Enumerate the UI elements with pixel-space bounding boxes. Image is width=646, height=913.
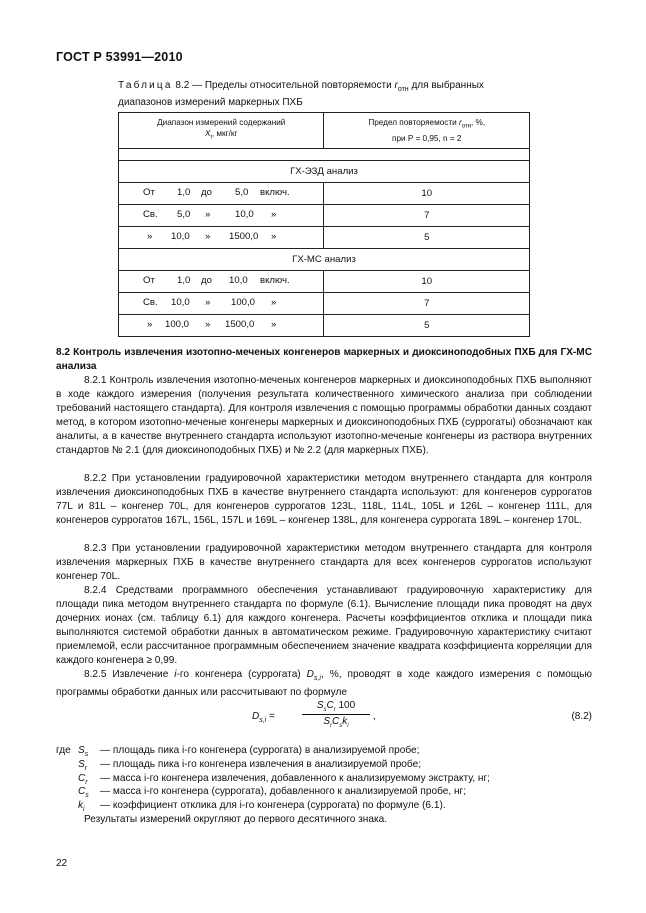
table-row: » 10,0 » 1500,0 » 5 bbox=[119, 227, 530, 249]
document-header: ГОСТ Р 53991—2010 bbox=[56, 50, 183, 64]
formula-lhs: $D_{s,i}$ = bbox=[252, 711, 275, 724]
table-row: Св. 5,0 » 10,0 » 7 bbox=[119, 205, 530, 227]
paragraph-8-2-3: 8.2.3 При установлении градуировочной характеристики методом внутреннего стандарта для контроля извлечения маркерных ПХБ в качестве внутреннего стандарта для всех конгенеров суррогатов используют конгенер 70L. bbox=[56, 543, 592, 582]
formula-number: (8.2) bbox=[571, 711, 592, 722]
column-header-limit bbox=[324, 113, 530, 149]
col1-sub: i bbox=[210, 134, 212, 141]
caption-tail: для выбранных bbox=[411, 80, 484, 91]
col2-line1: Предел повторяемости bbox=[368, 118, 457, 128]
section-title: 8.2 Контроль извлечения изотопно-меченых конгенеров маркерных и диоксиноподобных ПХБ для ГХ-МС анализа bbox=[56, 347, 592, 372]
definition-item: $C_s$ — масса i-го конгенера (суррогата), добавленного к анализируемой пробе, нг; bbox=[78, 786, 467, 800]
col2-unit: , %, bbox=[471, 118, 486, 128]
formula-denominator: $S_rC_sk_i$ bbox=[323, 716, 349, 729]
definition-item: $S_r$ — площадь пика i-го конгенера извлечения в анализируемой пробе; bbox=[78, 758, 422, 772]
caption-number: 8.2 bbox=[175, 80, 190, 91]
repeatability-table bbox=[118, 112, 530, 337]
paragraph-8-2-2: 8.2.2 При установлении градуировочной характеристики методом внутреннего стандарта для контроля извлечения диоксиноподобных ПХБ в качестве внутреннего стандарта используют: для конгенеров суррогатов 77L и 81L – конгенер 70L, для конгенеров суррогатов 123L, 118L, 114L, 105L и 126L – конгенер 111L, для конгенеров суррогатов 167L, 156L, 157L и 169L – конгенер 138L, для конгенера суррогата 189L – конгенер 170L. bbox=[56, 473, 592, 526]
definition-item: $k_i$ — коэффициент отклика для i-го конгенера (суррогата) по формуле (6.1). bbox=[78, 800, 446, 814]
page-number: 22 bbox=[56, 858, 68, 869]
paragraph-8-2-1: 8.2.1 Контроль извлечения изотопно-меченых конгенеров маркерных и диоксиноподобных ПХБ выполняют в ходе каждого измерения (получения результата количественного химического анализа при соблюдении требований настоящего стандарта). Для контроля извлечения с помощью программы обработки данных создают метод, в котором изотопно-меченые конгенеры маркерных и диоксиноподобных ПХБ (суррогаты) обозначают как аналиты, а в качестве внутреннего стандарта используют изотопно-меченые конгенеры из раствора внутренних стандартов № 2.1 (для диоксиноподобных ПХБ) и № 2.2 (для маркерных ПХБ). bbox=[56, 375, 592, 456]
table-row: От 1,0 до 10,0 включ. 10 bbox=[119, 271, 530, 293]
table-caption bbox=[118, 79, 530, 109]
col2-sub: отн bbox=[461, 123, 471, 130]
paragraph-8-2-4: 8.2.4 Средствами программного обеспечения устанавливают градуировочную характеристику для площади пика методом внутреннего стандарта по формуле (6.1). Вычисление площади пика проводят на двух дочерних ионах (см. таблицу 6.1) для каждого конгенера. Расчеты коэффициентов отклика и площади пика выполняются системой обработки данных в автоматическом режиме. Градуировочную характеристику считают приемлемой, если рассчитанное программным обеспечением значение квадрата коэффициента корреляции для каждого конгенера ≥ 0,99. bbox=[56, 585, 592, 666]
definition-item: где $S_s$ — площадь пика i-го конгенера (суррогата) в анализируемой пробе; bbox=[56, 745, 420, 759]
caption-symbol: r bbox=[394, 80, 398, 91]
result-rounding-note: Результаты измерений округляют до первого десятичного знака. bbox=[84, 813, 388, 825]
formula-fraction bbox=[302, 700, 370, 729]
group-title: ГХ-МС анализ bbox=[119, 249, 530, 271]
formula-numerator: $S_sC_r$ 100 bbox=[302, 700, 370, 715]
formula-8-2: $D_{s,i}$ = $S_sC_r$ 100 $S_rC_sk_i$ , (8.2) bbox=[252, 700, 592, 729]
col1-unit: , мкг/кг bbox=[211, 129, 238, 139]
caption-text: — Пределы относительной повторяемости bbox=[192, 80, 392, 91]
group-title: ГХ-ЭЗД анализ bbox=[119, 161, 530, 183]
table-row: От 1,0 до 5,0 включ. 10 bbox=[119, 183, 530, 205]
table-row: » 100,0 » 1500,0 » 5 bbox=[119, 315, 530, 337]
col2-symbol: r bbox=[458, 118, 462, 128]
col1-line1: Диапазон измерений содержаний bbox=[157, 118, 286, 128]
paragraph-8-2-5: 8.2.5 Извлечение i-го конгенера (суррогата) $D_{s,i}$, %, проводят в ходе каждого измерения с помощью программы обработки данных или рассчитывают по формуле bbox=[56, 669, 592, 699]
table-row: Св. 10,0 » 100,0 » 7 bbox=[119, 293, 530, 315]
caption-sub: отн bbox=[397, 86, 409, 93]
caption-label: Таблица bbox=[118, 80, 173, 91]
column-header-range bbox=[119, 113, 324, 149]
definition-item: $C_r$ — масса i-го конгенера извлечения, добавленного к анализируемому экстракту, нг; bbox=[78, 772, 490, 786]
caption-line2: диапазонов измерений маркерных ПХБ bbox=[118, 97, 303, 108]
col1-symbol: X bbox=[205, 129, 211, 139]
col2-line2: при P = 0,95, n = 2 bbox=[392, 133, 462, 143]
definitions bbox=[56, 744, 596, 827]
